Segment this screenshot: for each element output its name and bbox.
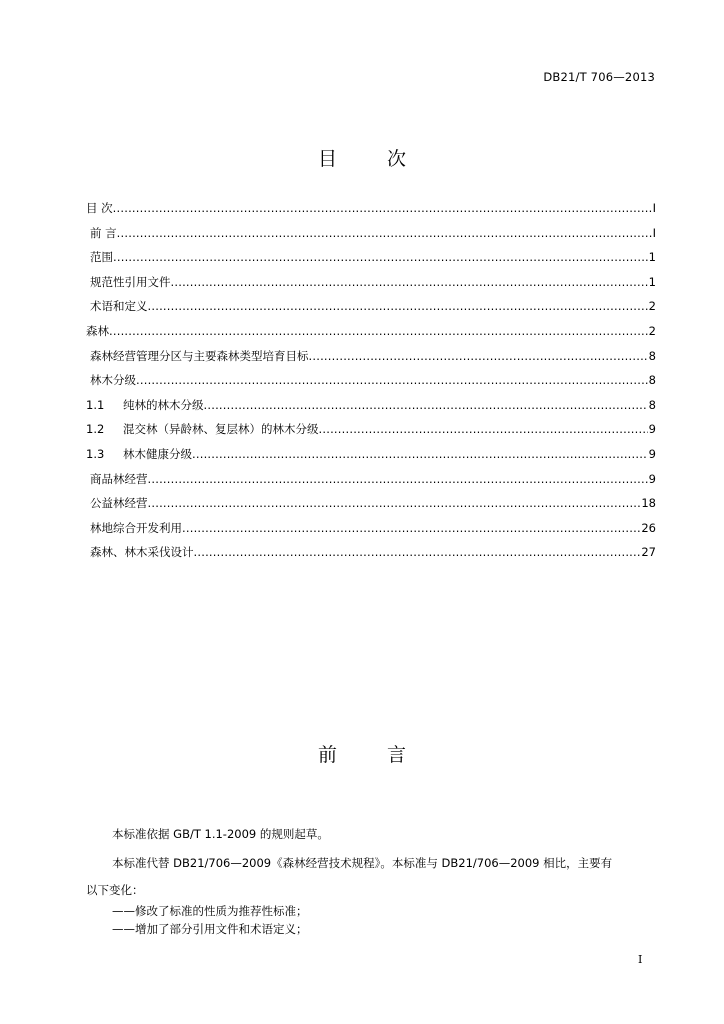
foreword-paragraph-1: 本标准依据 GB/T 1.1-2009 的规则起草。 <box>112 827 329 841</box>
toc-entry[interactable] <box>86 544 656 569</box>
toc-entry-label <box>86 520 182 536</box>
table-of-contents <box>86 200 656 569</box>
toc-entry-page: 9 <box>648 422 656 437</box>
toc-entry-label <box>86 249 113 265</box>
toc-entry-label <box>86 348 309 364</box>
toc-entry-text: 商品林经营 <box>90 471 148 486</box>
toc-entry-text: 森林、林木采伐设计 <box>90 545 194 560</box>
toc-entry-page: 2 <box>648 299 656 314</box>
toc-entry-text: 纯林的林木分级 <box>123 397 204 412</box>
toc-entry[interactable] <box>86 372 656 397</box>
foreword-paragraph-2-line-1: 本标准代替 DB21/706—2009《森林经营技术规程》。本标准与 DB21/706—2009 相比，主要有 <box>112 856 613 870</box>
toc-dot-leader <box>319 421 648 437</box>
toc-dot-leader <box>204 397 648 413</box>
toc-entry[interactable] <box>86 446 656 471</box>
change-item: ——修改了标准的性质为推荐性标准； <box>112 904 308 918</box>
toc-entry-page: 2 <box>648 323 656 338</box>
toc-entry-text: 术语和定义 <box>90 299 148 314</box>
toc-entry-label <box>86 298 148 314</box>
toc-entry-label <box>86 225 117 241</box>
toc-entry[interactable] <box>86 274 656 299</box>
toc-dot-leader <box>136 372 648 388</box>
toc-entry-page: 18 <box>641 496 656 511</box>
toc-entry-text: 混交林（异龄林、复层林）的林木分级 <box>123 422 319 437</box>
toc-entry-label <box>86 372 136 388</box>
change-item: ——增加了部分引用文件和术语定义； <box>112 922 308 936</box>
toc-entry-text: 范围 <box>90 250 113 265</box>
toc-entry-page: 27 <box>641 545 656 560</box>
toc-entry-label <box>86 544 194 560</box>
toc-dot-leader <box>113 249 648 265</box>
toc-entry-page: 9 <box>648 471 656 486</box>
toc-entry-page: 1 <box>648 274 656 289</box>
toc-entry-text: 林木分级 <box>90 373 136 388</box>
toc-entry[interactable] <box>86 397 656 422</box>
toc-dot-leader <box>194 544 641 560</box>
toc-entry-label <box>86 471 148 487</box>
toc-entry-label <box>86 397 204 413</box>
toc-entry-page: 8 <box>648 373 656 388</box>
toc-entry-number: 1.2 <box>86 422 105 437</box>
toc-entry-page: I <box>652 225 656 240</box>
toc-title: 目 次 <box>317 148 429 170</box>
toc-entry-label <box>86 446 192 462</box>
toc-dot-leader <box>109 323 648 339</box>
toc-entry-page: 1 <box>648 250 656 265</box>
toc-entry-text: 前 言 <box>90 225 117 240</box>
page-number: I <box>638 953 643 966</box>
toc-dot-leader <box>148 495 641 511</box>
toc-dot-leader <box>309 348 648 364</box>
toc-entry-label <box>86 495 148 511</box>
toc-entry-text: 森林经营管理分区与主要森林类型培育目标 <box>90 348 309 363</box>
toc-dot-leader <box>117 225 652 241</box>
toc-entry[interactable] <box>86 225 656 250</box>
toc-entry[interactable] <box>86 495 656 520</box>
toc-entry-text: 目 次 <box>86 201 113 215</box>
toc-entry-label <box>86 274 171 290</box>
toc-entry-page: 8 <box>648 348 656 363</box>
toc-entry-page: 8 <box>648 397 656 412</box>
toc-entry-page: 9 <box>648 446 656 461</box>
toc-entry-label <box>86 421 319 437</box>
toc-entry-page: 26 <box>641 520 656 535</box>
toc-entry-label <box>86 200 113 216</box>
document-code: DB21/T 706—2013 <box>543 70 655 84</box>
toc-entry[interactable] <box>86 421 656 446</box>
toc-entry[interactable] <box>86 249 656 274</box>
toc-entry[interactable] <box>86 323 656 348</box>
toc-entry[interactable] <box>86 298 656 323</box>
toc-dot-leader <box>113 200 652 216</box>
toc-entry[interactable] <box>86 200 656 225</box>
toc-entry-text: 公益林经营 <box>90 496 148 511</box>
toc-entry[interactable] <box>86 348 656 373</box>
toc-dot-leader <box>192 446 648 462</box>
toc-entry[interactable] <box>86 471 656 496</box>
toc-dot-leader <box>148 471 648 487</box>
toc-entry-number: 1.3 <box>86 446 105 461</box>
toc-dot-leader <box>182 520 640 536</box>
toc-dot-leader <box>171 274 648 290</box>
toc-entry-number: 1.1 <box>86 397 105 412</box>
toc-entry-text: 林地综合开发利用 <box>90 520 182 535</box>
toc-entry-text: 规范性引用文件 <box>90 274 171 289</box>
toc-entry-page: I <box>652 201 656 215</box>
foreword-title: 前 言 <box>317 744 429 766</box>
toc-entry-label <box>86 323 109 339</box>
foreword-paragraph-2-line-2: 以下变化： <box>86 883 144 897</box>
toc-entry-text: 林木健康分级 <box>123 446 192 461</box>
toc-entry[interactable] <box>86 520 656 545</box>
toc-dot-leader <box>148 298 648 314</box>
toc-entry-text: 森林 <box>86 323 109 338</box>
